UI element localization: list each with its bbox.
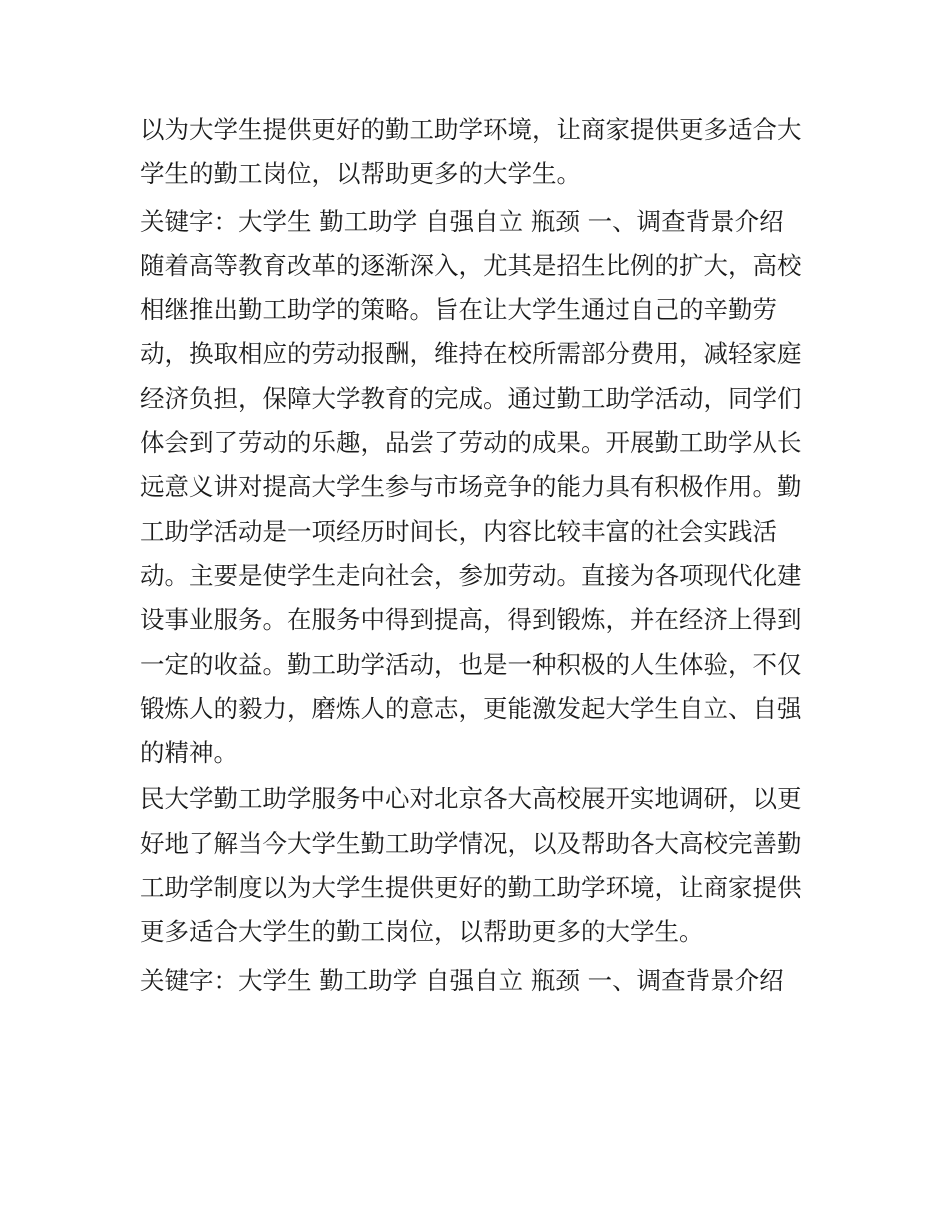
text-line: 体会到了劳动的乐趣，品尝了劳动的成果。开展勤工助学从长	[140, 428, 802, 458]
text-line: 更多适合大学生的勤工岗位，以帮助更多的大学生。	[140, 917, 704, 947]
text-line: 好地了解当今大学生勤工助学情况，以及帮助各大高校完善勤	[140, 828, 802, 858]
text-line: 动，换取相应的劳动报酬，维持在校所需部分费用，减轻家庭	[140, 339, 802, 369]
text-line: 设事业服务。在服务中得到提高，得到锻炼，并在经济上得到	[140, 605, 802, 635]
text-line: 动。主要是使学生走向社会，参加劳动。直接为各项现代化建	[140, 560, 802, 590]
text-line: 相继推出勤工助学的策略。旨在让大学生通过自己的辛勤劳	[140, 295, 777, 325]
text-line: 的精神。	[140, 738, 238, 768]
text-line: 远意义讲对提高大学生参与市场竞争的能力具有积极作用。勤	[140, 472, 802, 502]
paragraph-main	[140, 200, 820, 776]
document-body	[140, 108, 820, 1003]
text-line: 民大学勤工助学服务中心对北京各大高校展开实地调研，以更	[140, 784, 802, 814]
paragraph-keywords	[140, 959, 820, 1003]
text-line: 一定的收益。勤工助学活动，也是一种积极的人生体验，不仅	[140, 649, 802, 679]
text-line: 工助学活动是一项经历时间长，内容比较丰富的社会实践活	[140, 516, 777, 546]
paragraph-intro	[140, 108, 820, 197]
text-line: 工助学制度以为大学生提供更好的勤工助学环境，让商家提供	[140, 873, 802, 903]
text-line: 经济负担，保障大学教育的完成。通过勤工助学活动，同学们	[140, 383, 802, 413]
text-line: 锻炼人的毅力，磨炼人的意志，更能激发起大学生自立、自强	[140, 693, 802, 723]
keywords-line: 关键字：大学生 勤工助学 自强自立 瓶颈 一、调查背景介绍	[140, 206, 784, 236]
paragraph-survey	[140, 777, 820, 954]
text-line: 随着高等教育改革的逐渐深入，尤其是招生比例的扩大，高校	[140, 250, 802, 280]
keywords-line: 关键字：大学生 勤工助学 自强自立 瓶颈 一、调查背景介绍	[140, 965, 784, 995]
text-line: 以为大学生提供更好的勤工助学环境，让商家提供更多适合大	[140, 115, 802, 144]
text-line: 学生的勤工岗位，以帮助更多的大学生。	[140, 159, 581, 189]
